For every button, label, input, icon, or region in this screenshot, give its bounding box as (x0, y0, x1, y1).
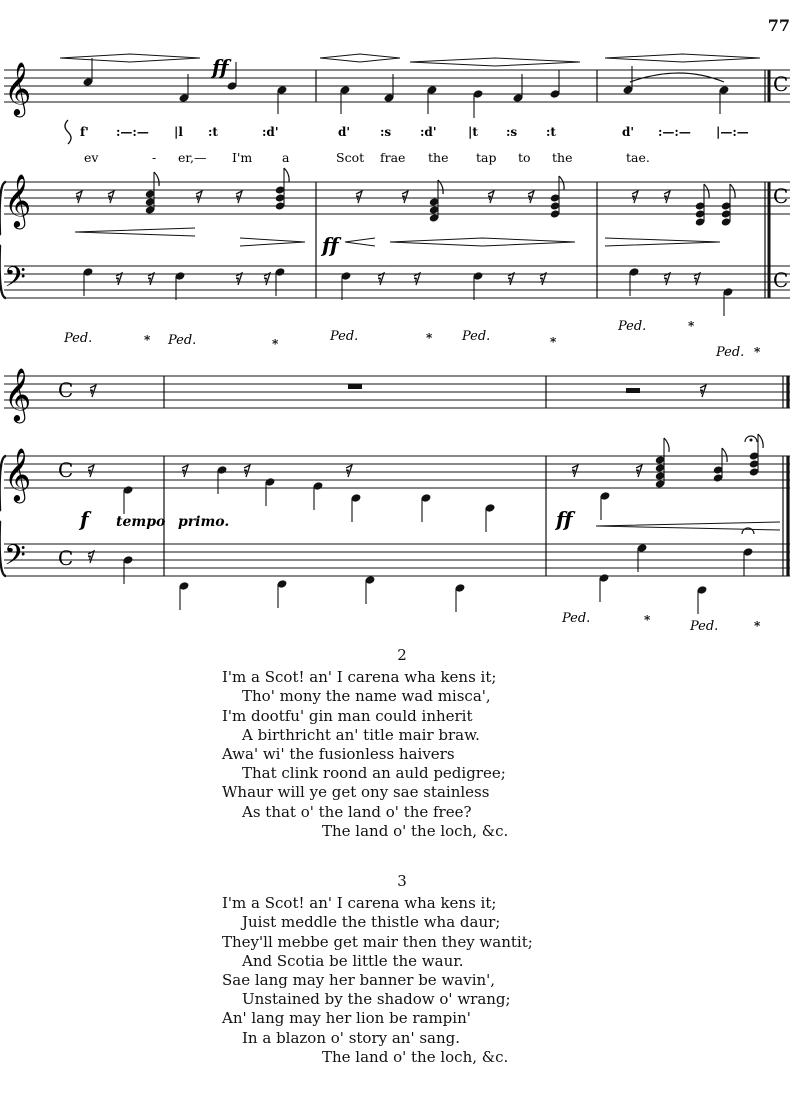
eighth-rest: 𝄾 (356, 191, 360, 205)
flag (559, 176, 564, 190)
eighth-rest: 𝄾 (378, 273, 382, 287)
solfa-syllable: :t (546, 125, 556, 139)
solfa-syllable: |t (468, 125, 478, 139)
time-signature: C (58, 378, 74, 402)
lyric-syllable: tae. (626, 150, 650, 165)
lyric-syllable: er,— (178, 150, 207, 165)
eighth-rest: 𝄾 (508, 273, 512, 287)
hairpin (240, 238, 305, 246)
eighth-rest: 𝄾 (414, 273, 418, 287)
tempo-marking: primo. (178, 514, 230, 530)
eighth-rest: 𝄾 (88, 551, 92, 565)
solfa-syllable: |—:— (716, 125, 749, 139)
solfa-syllable: f' (80, 125, 89, 139)
hairpin (410, 58, 580, 66)
pedal-release: * (754, 619, 761, 633)
flag (154, 172, 159, 186)
time-signature: C (58, 458, 74, 482)
solfa-syllable: :—:— (116, 125, 149, 139)
fermata-dot (750, 439, 753, 442)
hairpin (596, 522, 780, 530)
pedal-release: * (144, 333, 151, 347)
eighth-rest: 𝄾 (572, 465, 576, 479)
pedal-mark: Ped. (716, 345, 745, 360)
lyric-syllable: frae (380, 150, 406, 165)
solfa-syllable: :—:— (658, 125, 691, 139)
dynamic-ff: ff (212, 55, 229, 79)
eighth-rest: 𝄾 (76, 191, 80, 205)
eighth-rest: 𝄾 (88, 465, 92, 479)
verse-number: 2 (397, 646, 407, 664)
eighth-rest: 𝄾 (196, 191, 200, 205)
hairpin (345, 238, 375, 246)
hairpin (75, 228, 195, 236)
eighth-rest: 𝄾 (244, 465, 248, 479)
dynamic-ff: ff (556, 507, 573, 531)
verse-line: An' lang may her lion be rampin' (222, 1009, 471, 1028)
pedal-release: * (644, 613, 651, 627)
pedal-mark: Ped. (618, 319, 647, 334)
time-signature: C (773, 184, 789, 208)
solfa-syllable: d' (338, 125, 351, 139)
half-rest (626, 388, 640, 393)
hairpin (605, 238, 720, 246)
solfa-syllable: :s (506, 125, 518, 139)
eighth-rest: 𝄾 (402, 191, 406, 205)
time-signature: C (773, 72, 789, 96)
eighth-rest: 𝄾 (700, 385, 704, 399)
lyric-syllable: the (552, 150, 573, 165)
treble-clef: 𝄞 (4, 447, 32, 501)
treble-clef: 𝄞 (4, 61, 32, 115)
eighth-rest: 𝄾 (148, 273, 152, 287)
lyric-syllable: ev (84, 150, 99, 165)
eighth-rest: 𝄾 (264, 273, 268, 287)
verse-line: That clink roond an auld pedigree; (242, 764, 506, 783)
pedal-mark: Ped. (690, 619, 719, 634)
pedal-mark: Ped. (462, 329, 491, 344)
verse-line: Sae lang may her banner be wavin', (222, 971, 496, 990)
pedal-mark: Ped. (330, 329, 359, 344)
hairpin (60, 54, 200, 62)
flag (664, 438, 669, 452)
solfa-syllable: :d' (262, 125, 279, 139)
hairpin (320, 54, 400, 62)
tempo-marking: tempo (116, 514, 166, 530)
verse-line: The land o' the loch, &c. (322, 1047, 509, 1066)
lyric-syllable: - (152, 150, 157, 165)
eighth-rest: 𝄾 (346, 465, 350, 479)
lyric-syllable: to (518, 150, 531, 165)
verse-line: They'll mebbe get mair then they wantit; (222, 932, 533, 951)
bass-clef: 𝄢 (4, 261, 26, 301)
lyric-syllable: Scot (336, 150, 365, 165)
verse-3 (222, 872, 662, 1067)
eighth-rest: 𝄾 (540, 273, 544, 287)
solfa-brace (65, 120, 71, 144)
flag (722, 448, 727, 462)
verse-line: And Scotia be little the waur. (242, 951, 464, 970)
pedal-release: * (272, 337, 279, 351)
hairpin (390, 238, 575, 246)
eighth-rest: 𝄾 (664, 273, 668, 287)
pedal-mark: Ped. (168, 333, 197, 348)
score-layer (0, 54, 790, 634)
eighth-rest: 𝄾 (488, 191, 492, 205)
verse-line: The land o' the loch, &c. (322, 821, 509, 840)
verse-line: Unstained by the shadow o' wrang; (242, 990, 511, 1009)
flag (704, 184, 709, 198)
pedal-release: * (550, 335, 557, 349)
verse-line: A birthricht an' title mair braw. (242, 725, 480, 744)
eighth-rest: 𝄾 (182, 465, 186, 479)
solfa-syllable: |l (174, 125, 183, 139)
eighth-rest: 𝄾 (236, 273, 240, 287)
verse-2 (222, 646, 662, 841)
pedal-mark: Ped. (562, 611, 591, 626)
eighth-rest: 𝄾 (694, 273, 698, 287)
lyric-syllable: the (428, 150, 449, 165)
eighth-rest: 𝄾 (632, 191, 636, 205)
verse-line: Whaur will ye get ony sae stainless (222, 783, 490, 802)
lyric-syllable: tap (476, 150, 497, 165)
pedal-release: * (688, 319, 695, 333)
verse-line: I'm a Scot! an' I carena wha kens it; (222, 668, 497, 687)
solfa-syllable: d' (622, 125, 635, 139)
eighth-rest: 𝄾 (664, 191, 668, 205)
eighth-rest: 𝄾 (90, 385, 94, 399)
eighth-rest: 𝄾 (116, 273, 120, 287)
flag (730, 184, 735, 198)
verse-line: Juist meddle the thistle wha daur; (242, 913, 501, 932)
pedal-release: * (426, 331, 433, 345)
lyric-syllable: I'm (232, 150, 253, 165)
pedal-release: * (754, 345, 761, 359)
verse-line: As that o' the land o' the free? (242, 802, 472, 821)
page-number: 77 (767, 16, 790, 35)
treble-clef: 𝄞 (4, 173, 32, 227)
eighth-rest: 𝄾 (108, 191, 112, 205)
flag (284, 168, 289, 182)
verse-line: Tho' mony the name wad misca', (242, 687, 491, 706)
hairpin (605, 54, 760, 62)
solfa-syllable: :s (380, 125, 392, 139)
verse-line: I'm dootfu' gin man could inherit (222, 706, 473, 725)
half-rest (348, 384, 362, 389)
lyric-syllable: a (282, 150, 290, 165)
eighth-rest: 𝄾 (528, 191, 532, 205)
eighth-rest: 𝄾 (636, 465, 640, 479)
flag (758, 434, 763, 448)
dynamic-f: f (80, 507, 89, 531)
solfa-syllable: :d' (420, 125, 437, 139)
eighth-rest: 𝄾 (236, 191, 240, 205)
time-signature: C (58, 546, 74, 570)
verse-line: I'm a Scot! an' I carena wha kens it; (222, 894, 497, 913)
pedal-mark: Ped. (64, 331, 93, 346)
time-signature: C (773, 268, 789, 292)
treble-clef: 𝄞 (4, 367, 32, 421)
verse-number: 3 (397, 872, 407, 890)
bass-clef: 𝄢 (4, 539, 26, 579)
verse-line: In a blazon o' story an' sang. (242, 1028, 461, 1047)
solfa-syllable: :t (208, 125, 218, 139)
verse-line: Awa' wi' the fusionless haivers (222, 745, 455, 764)
dynamic-ff: ff (322, 233, 339, 257)
